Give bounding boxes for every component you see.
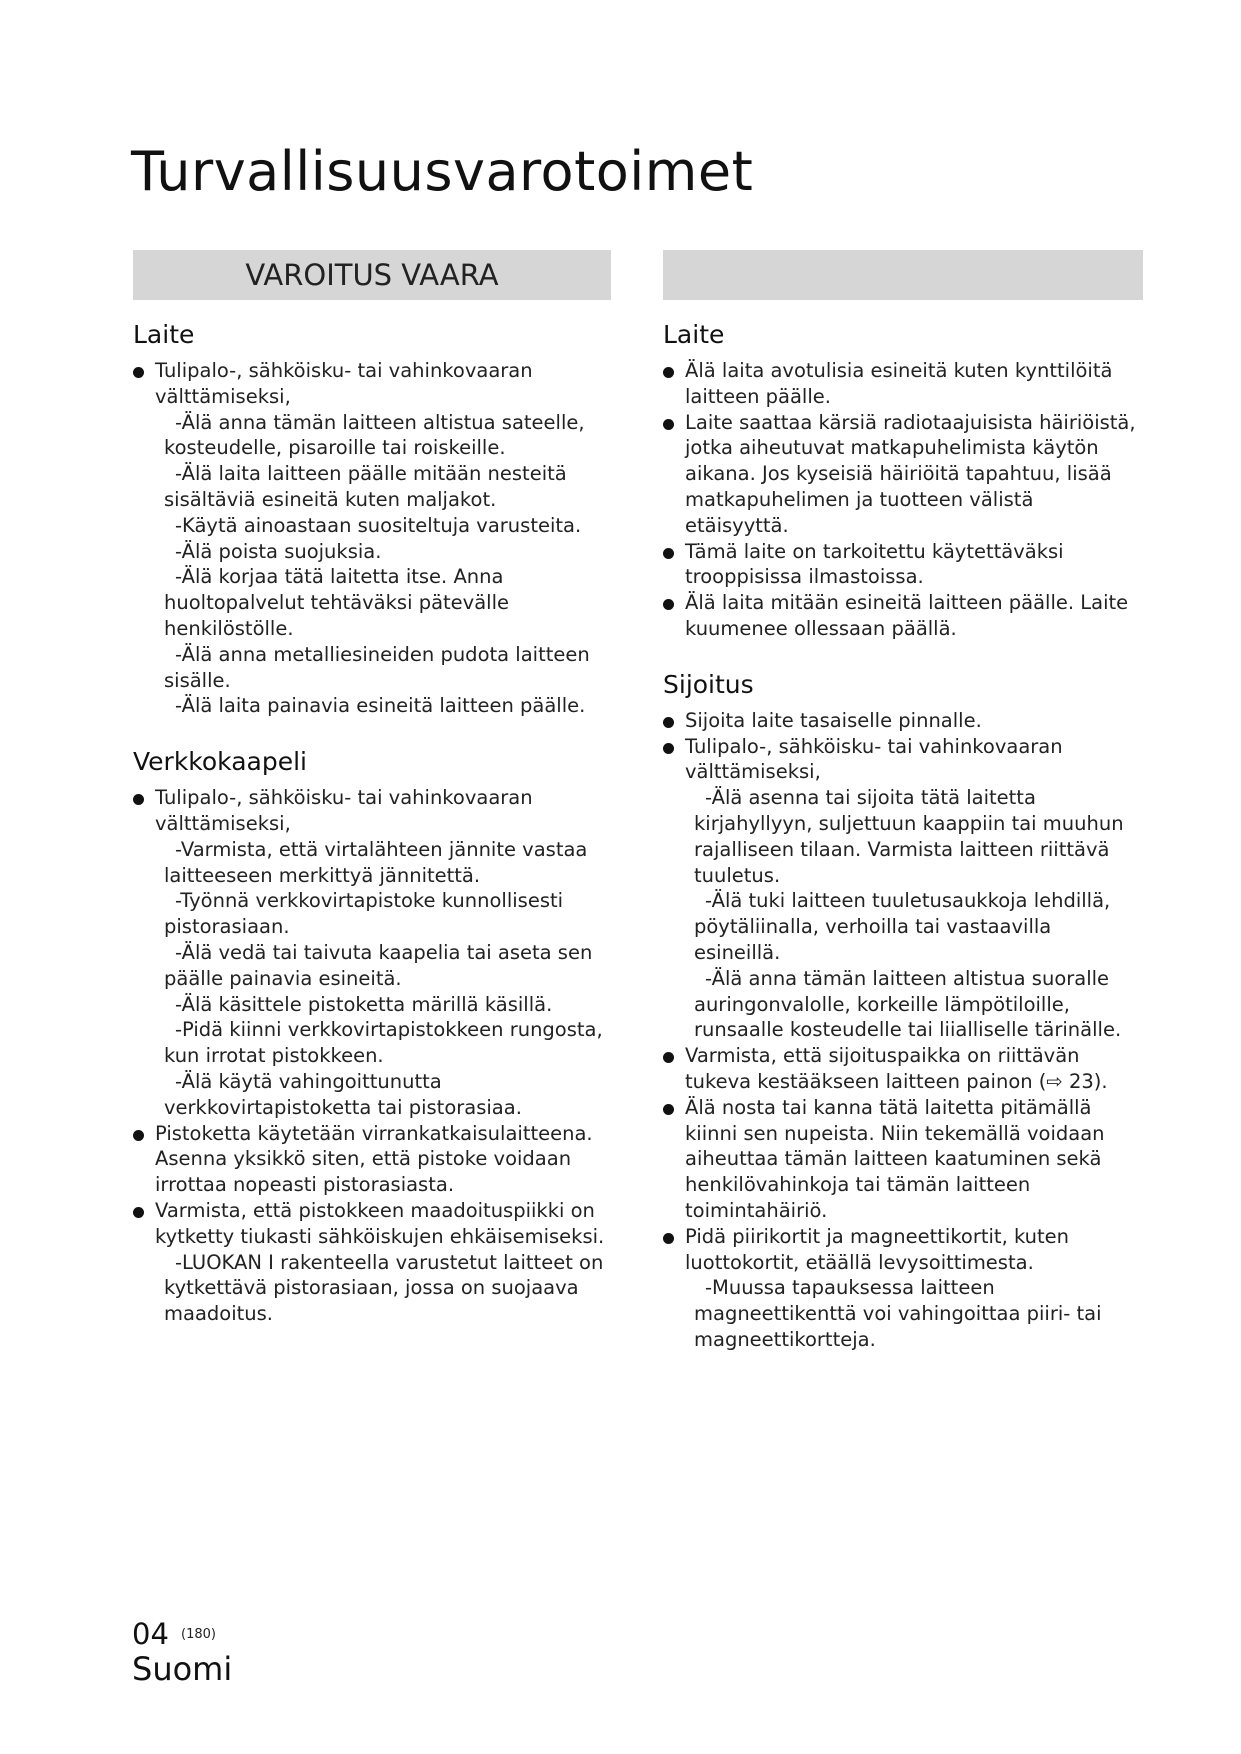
sub-item: -Pidä kiinni verkkovirtapistokkeen rungosta, kun irrotat pistokkeen. [164, 1018, 603, 1068]
item-text: Tulipalo-, sähköisku- tai vahinkovaaran välttämiseksi, [155, 786, 533, 835]
item-text: Tämä laite on tarkoitettu käytettäväksi trooppisissa ilmastoissa. [685, 539, 1064, 589]
bullet-icon [133, 1130, 144, 1141]
bullet-icon [663, 1233, 674, 1244]
sub-item: -Älä korjaa tätä laitetta itse. Anna huoltopalvelut tehtäväksi pätevälle henkilöstölle. [164, 565, 509, 640]
right-column [663, 250, 1143, 1353]
item-text: Pidä piirikortit ja magneettikortit, kuten luottokortit, etäällä levysoittimesta. [685, 1224, 1070, 1274]
sub-item: -Älä tuki laitteen tuuletusaukkoja lehdillä, pöytäliinalla, verhoilla tai vastaavilla esineillä. [694, 889, 1111, 964]
bullet-icon [133, 367, 144, 378]
bullet-icon [663, 548, 674, 559]
bullet-icon [663, 419, 674, 430]
sub-item: -Älä anna tämän laitteen altistua sateelle, kosteudelle, pisaroille tai roiskeille. [164, 410, 585, 460]
page-number: 04 [132, 1617, 169, 1651]
item-text: Älä laita mitään esineitä laitteen päälle. Laite kuumenee ollessaan päällä. [685, 591, 1129, 640]
warning-banner: VAROITUS VAARA [133, 250, 611, 300]
list-item [663, 1095, 1143, 1224]
sub-item: -Älä vedä tai taivuta kaapelia tai aseta sen päälle painavia esineitä. [164, 940, 593, 990]
section-title: Laite [133, 320, 195, 349]
item-text: Pistoketta käytetään virrankatkaisulaitteena. Asenna yksikkö siten, että pistoke voidaan irrottaa nopeasti pistorasiasta. [155, 1121, 593, 1197]
list-item [133, 785, 611, 1120]
sub-item: -Älä laita painavia esineitä laitteen päälle. [175, 694, 586, 718]
left-column [133, 250, 611, 1327]
bullet-list [133, 785, 611, 1327]
page-reference: (180) [181, 1627, 216, 1642]
bullet-list [133, 358, 611, 719]
list-item [133, 1121, 611, 1198]
item-text: Tulipalo-, sähköisku- tai vahinkovaaran välttämiseksi, [685, 734, 1063, 784]
bullet-icon [663, 367, 674, 378]
sub-item: -Työnnä verkkovirtapistoke kunnollisesti pistorasiaan. [164, 889, 564, 939]
list-item [663, 708, 1143, 734]
list-item [663, 410, 1143, 539]
section-laite-right [663, 318, 1143, 642]
section-title: Sijoitus [663, 669, 754, 699]
section-title: Laite [663, 320, 725, 349]
section-sijoitus [663, 668, 1143, 1353]
sub-item: -Älä käsittele pistoketta märillä käsillä. [175, 992, 553, 1016]
item-text: Tulipalo-, sähköisku- tai vahinkovaaran välttämiseksi, [155, 359, 533, 408]
list-item [133, 358, 611, 719]
item-text: Älä laita avotulisia esineitä kuten kynttilöitä laitteen päälle. [685, 359, 1113, 408]
list-item [663, 1043, 1143, 1095]
blank-banner [663, 250, 1143, 300]
list-item [663, 1224, 1143, 1353]
language-label: Suomi [132, 1650, 233, 1688]
section-laite-left [133, 318, 611, 719]
sub-item: -Älä käytä vahingoittunutta verkkovirtapistoketta tai pistorasiaa. [164, 1069, 522, 1119]
list-item [663, 734, 1143, 1044]
sub-item: -Älä poista suojuksia. [175, 539, 382, 563]
bullet-icon [663, 1104, 674, 1115]
sub-item: -Älä anna metalliesineiden pudota laitteen sisälle. [164, 642, 590, 692]
bullet-icon [663, 743, 674, 754]
item-text: Älä nosta tai kanna tätä laitetta pitämällä kiinni sen nupeista. Niin tekemällä voidaan aiheuttaa tämän laitteen kaatuminen sekä henkilövahinkoja tai tämän laitteen toimintahäiriö. [685, 1095, 1105, 1222]
bullet-list [663, 708, 1143, 1353]
page-title: Turvallisuusvarotoimet [131, 140, 754, 203]
sub-item: -Käytä ainoastaan suositeltuja varusteita. [175, 513, 582, 537]
bullet-list [663, 358, 1143, 642]
bullet-icon [663, 1052, 674, 1063]
sub-item: -Varmista, että virtalähteen jännite vastaa laitteeseen merkittyä jännitettä. [164, 837, 588, 887]
bullet-icon [663, 599, 674, 610]
section-verkkokaapeli [133, 745, 611, 1327]
bullet-icon [663, 717, 674, 728]
sub-item: -LUOKAN I rakenteella varustetut laitteet on kytkettävä pistorasiaan, jossa on suojaava maadoitus. [164, 1250, 604, 1326]
bullet-icon [133, 1207, 144, 1218]
section-title: Verkkokaapeli [133, 747, 307, 777]
list-item [663, 358, 1143, 410]
item-text: Varmista, että sijoituspaikka on riittävän tukeva kestääkseen laitteen painon (⇨ 23). [685, 1044, 1108, 1093]
item-text: Laite saattaa kärsiä radiotaajuisista häiriöistä, jotka aiheutuvat matkapuhelimista käytön aikana. Jos kyseisiä häiriöitä tapahtuu, lisää matkapuhelimen ja tuotteen välistä etäisyyttä. [685, 410, 1136, 537]
bullet-icon [133, 794, 144, 805]
item-text: Sijoita laite tasaiselle pinnalle. [685, 708, 982, 732]
sub-item: -Muussa tapauksessa laitteen magneettikenttä voi vahingoittaa piiri- tai magneettikortteja. [694, 1276, 1102, 1351]
sub-item: -Älä anna tämän laitteen altistua suoralle auringonvalolle, korkeille lämpötiloille, runsaalle kosteudelle tai liialliselle tärinälle. [694, 966, 1122, 1042]
list-item [663, 539, 1143, 591]
sub-item: -Älä asenna tai sijoita tätä laitetta kirjahyllyyn, suljettuun kaappiin tai muuhun rajalliseen tilaan. Varmista laitteen riittävä tuuletus. [694, 786, 1124, 887]
item-text: Varmista, että pistokkeen maadoituspiikki on kytketty tiukasti sähköiskujen ehkäisemiseksi. [155, 1198, 605, 1248]
sub-item: -Älä laita laitteen päälle mitään nesteitä sisältäviä esineitä kuten maljakot. [164, 462, 567, 511]
list-item [133, 1198, 611, 1327]
list-item [663, 590, 1143, 642]
